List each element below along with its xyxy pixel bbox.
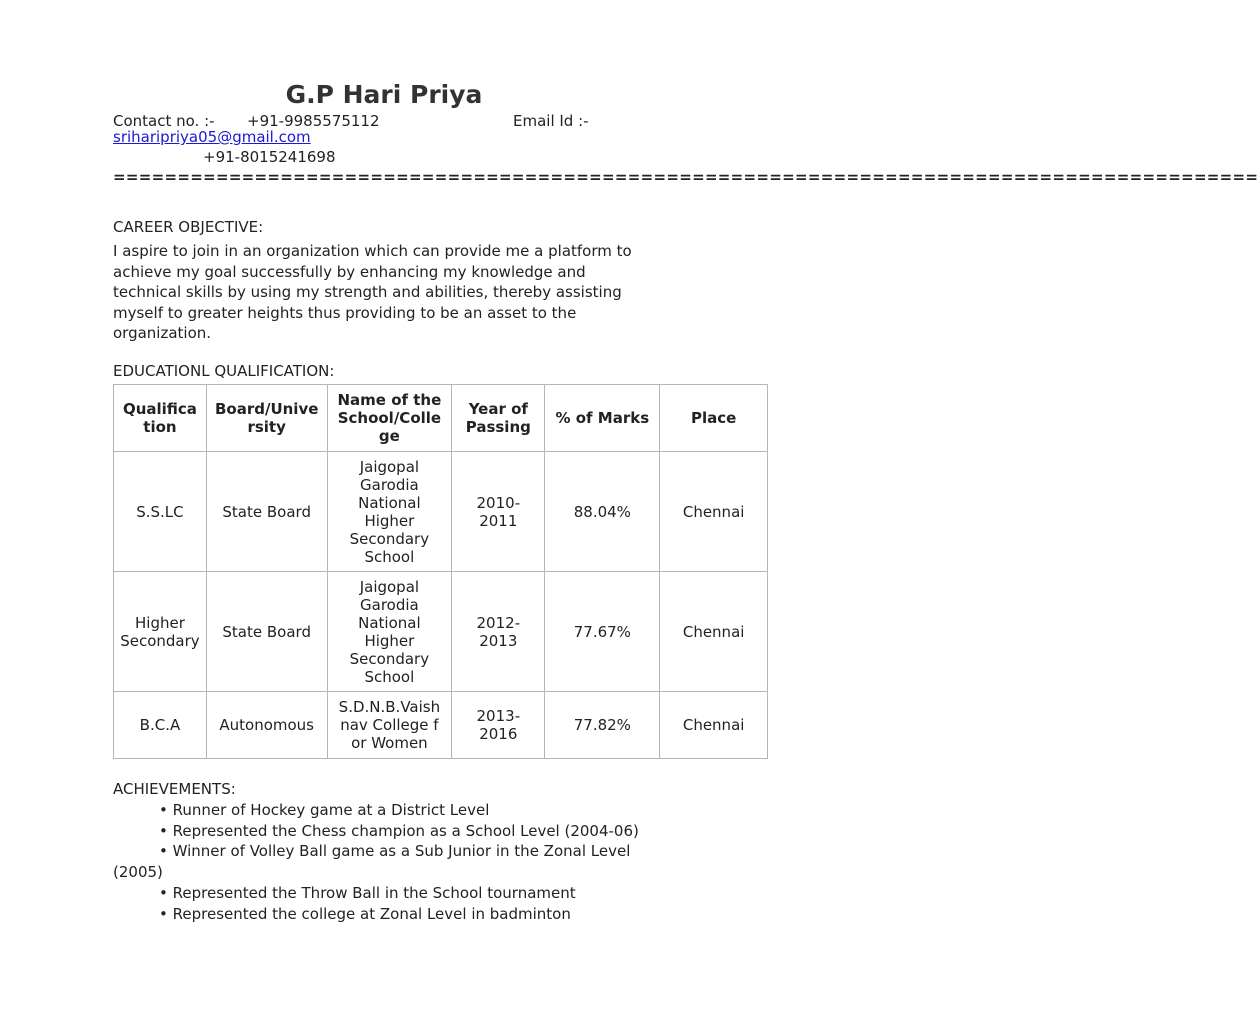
phone-primary: +91-9985575112 xyxy=(247,112,380,130)
list-item: • Winner of Volley Ball game as a Sub Junior in the Zonal Level (2005) xyxy=(113,842,631,882)
table-cell: 88.04% xyxy=(545,452,660,572)
table-cell: Chennai xyxy=(660,572,768,692)
table-header-row xyxy=(114,385,768,452)
education-table xyxy=(113,384,768,759)
phone-secondary: +91-8015241698 xyxy=(203,148,336,166)
table-cell: 77.67% xyxy=(545,572,660,692)
achievements-heading: ACHIEVEMENTS: xyxy=(113,780,236,798)
table-cell: State Board xyxy=(206,572,327,692)
list-item: • Represented the Throw Ball in the School tournament xyxy=(159,883,576,902)
header-cell: Place xyxy=(660,385,768,452)
separator-line: ========================================================================================= xyxy=(113,168,1258,186)
table-cell: 2010-2011 xyxy=(452,452,545,572)
email-link[interactable]: sriharipriya05@gmail.com xyxy=(113,128,311,146)
education-heading: EDUCATIONL QUALIFICATION: xyxy=(113,362,335,380)
table-cell: 77.82% xyxy=(545,692,660,759)
list-item: • Runner of Hockey game at a District Level xyxy=(159,801,490,819)
table-row xyxy=(114,572,768,692)
header-cell: Year of Passing xyxy=(452,385,545,452)
table-cell: B.C.A xyxy=(114,692,207,759)
table-cell: S.D.N.B.Vaishnav College for Women xyxy=(327,692,452,759)
list-item: • Represented the Chess champion as a School Level (2004-06) xyxy=(159,821,639,840)
table-cell: Jaigopal Garodia National Higher Secondary School xyxy=(327,452,452,572)
career-objective-heading: CAREER OBJECTIVE: xyxy=(113,218,264,236)
list-item: • Represented the college at Zonal Level in badminton xyxy=(159,904,571,923)
achievements-list xyxy=(113,800,639,924)
header-cell: Qualification xyxy=(114,385,207,452)
table-cell: Chennai xyxy=(660,692,768,759)
table-cell: 2012-2013 xyxy=(452,572,545,692)
career-objective-text: I aspire to join in an organization which can provide me a platform to achieve my goal successfully by enhancing my knowledge and technical skills by using my strength and abilities, thereby assisting myself to greater heights thus providing to be an asset to the organization. xyxy=(113,242,632,343)
table-cell: Autonomous xyxy=(206,692,327,759)
table-row xyxy=(114,692,768,759)
table-row xyxy=(114,452,768,572)
table-cell: State Board xyxy=(206,452,327,572)
header-cell: Board/University xyxy=(206,385,327,452)
table-cell: S.S.LC xyxy=(114,452,207,572)
table-cell: Chennai xyxy=(660,452,768,572)
contact-label: Contact no. :- xyxy=(113,112,215,130)
header-cell: Name of the School/College xyxy=(327,385,452,452)
table-cell: 2013-2016 xyxy=(452,692,545,759)
header-cell: % of Marks xyxy=(545,385,660,452)
email-address[interactable] xyxy=(113,127,311,147)
email-label: Email Id :- xyxy=(513,112,589,130)
table-cell: Higher Secondary xyxy=(114,572,207,692)
table-cell: Jaigopal Garodia National Higher Secondary School xyxy=(327,572,452,692)
resume-name: G.P Hari Priya xyxy=(285,80,483,109)
